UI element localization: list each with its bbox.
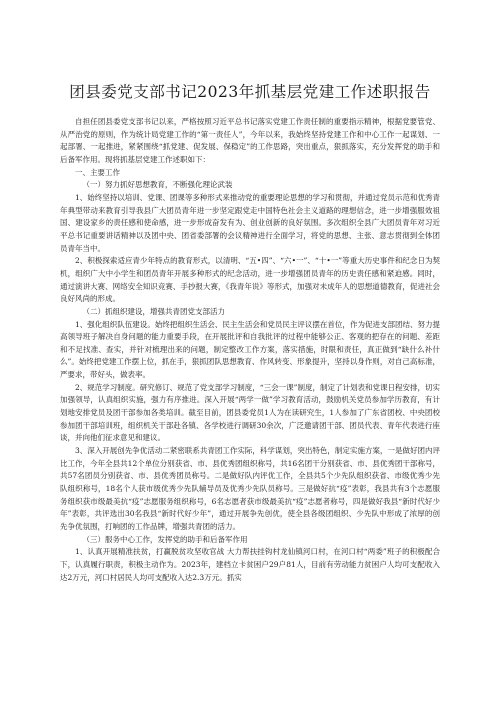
body-paragraph: 1、始终坚持以培训、党课、团课等多种形式来推动党的重要理论思想的学习和贯彻，并通过党员示范和优秀青年典型带动来教育引导我县广大团员青年进一步坚定跟党走中国特色社会主义道路的理想信念，进一步增强服效祖国、建设家乡的责任感和使命感，进一步形成奋发有为、创业创新的良好氛围。多次组织全县广大团员青年对习近平总书记重要讲话精神以及团中央、团省委部署的会议精神进行全面学习，将党的思想、主张、意志贯彻到全体团员青年当中。 xyxy=(60,192,440,253)
body-paragraph: 1、强化组织队伍建设。始终把组织生活会、民主生活会和党员民主评议摆在首位，作为促进支部团结、努力提高领导班子解决自身问题的能力重要手段，在开展批评和自我批评的过程中能够公正、客观的把存在的问题、差距和不足找准、查实，并针对梳理出来的问题，制定整改工作方案，落实措施，时限和责任，真正做到“缺什么补什么”。始终把党建工作摆上位，抓在手，狠抓团队思想教育、作风转变、形象提升，坚持以身作则，对自己高标准，严要求，带好头，做表率。 xyxy=(60,319,440,380)
document-body xyxy=(60,116,440,584)
subsection-heading: （三）服务中心工作，发挥党的助手和后备军作用 xyxy=(82,534,248,544)
section-heading: 一、主要工作 xyxy=(75,167,120,177)
document-title: 团县委党支部书记2023年抓基层党建工作述职报告 xyxy=(69,83,431,101)
subsection-heading: （一）努力抓好思想教育，不断强化理论武装 xyxy=(82,180,233,190)
body-paragraph: 3、深入开展创先争优活动二紧密联系共青团工作实际，科学谋划，突出特色，制定实施方案，一是做好团内评比工作，今年全县共12个单位分别获省、市、县优秀团组织称号，共16名团干分别获省、市、县优秀团干部称号，共57名团员分别获省、市、县优秀团员称号。二是做好队内评优工作，全县共5个少先队组织获省、市级优秀少先队组织称号，18名个人获市级优秀少先队辅导员及优秀少先队员称号。三是做好抗“疫”表彰，我县共有3个志愿服务组织获市级最美抗“疫”志愿服务组织称号，6名志愿者获市级最美抗“疫”志愿者称号，四是做好我县“新时代好少年”表彰，共评选出30名我县“新时代好少年”，通过开展争先创优，使全县各级团组织、少先队中形成了浓厚的创先争优氛围，打响团的工作品牌，增强共青团的活力。 xyxy=(60,446,440,531)
body-paragraph: 2、规范学习制度。研究修订、规范了党支部学习制度，“三会一课”制度，制定了计划表和党课日程安排，切实加强领导，认真组织实施，强力有序推进。深入开展“两学一做”学习教育活动，鼓励机关党员参加学历教育，有计划地安排党员及团干部参加各类培训。截至目前，团县委党员1人为在读研究生，1人参加了广东省团校、中央团校参加团干部培训班，组织机关干部赴各镇、各学校进行调研30余次，广泛邀请团干部、团员代表、青年代表进行座谈，并向他们征求意见和建议。 xyxy=(60,382,440,443)
body-paragraph: 1、认真开展精准扶贫，打赢脱贫攻坚收官战 大力帮扶挂钩村龙仙镇河口村，在河口村“两委”班子的积极配合下，认真履行职责，积极主动作为。2023年，建档立卡贫困户29户81人，目前有劳动能力贫困户人均可支配收入达2万元，河口村居民人均可支配收入达2.3万元。抓实 xyxy=(60,547,440,582)
body-paragraph: 自担任团县委党支部书记以来，严格按照习近平总书记落实党建工作责任制的重要指示精神，根据党要管党、从严治党的原则，作为统计局党建工作的“第一责任人”，今年以来，我始终坚持党建工作和中心工作一起谋划、一起部署、一起推进，紧紧围绕“抓党建、促发展、保稳定”的工作思路，突出重点，狠抓落实，充分发挥党的助手和后备军作用。现将抓基层党建工作述职如下： xyxy=(60,117,440,164)
subsection-heading: （二）抓组织建设，增强共青团党支部活力 xyxy=(82,306,225,316)
body-paragraph: 2、积极探索适应青少年特点的教育形式，以清明、“五•四”、“六•一”、“十•一”等重大历史事件和纪念日为契机，组织广大中小学生和团员青年开展多种形式的纪念活动，进一步增强团员青年的历史责任感和紧迫感。同时，通过演讲大赛、网络安全知识竞赛、手抄报大赛，《我青年说》等形式，加强对未成年人的思想道德教育，促进社会良好风尚的形成。 xyxy=(60,256,440,304)
